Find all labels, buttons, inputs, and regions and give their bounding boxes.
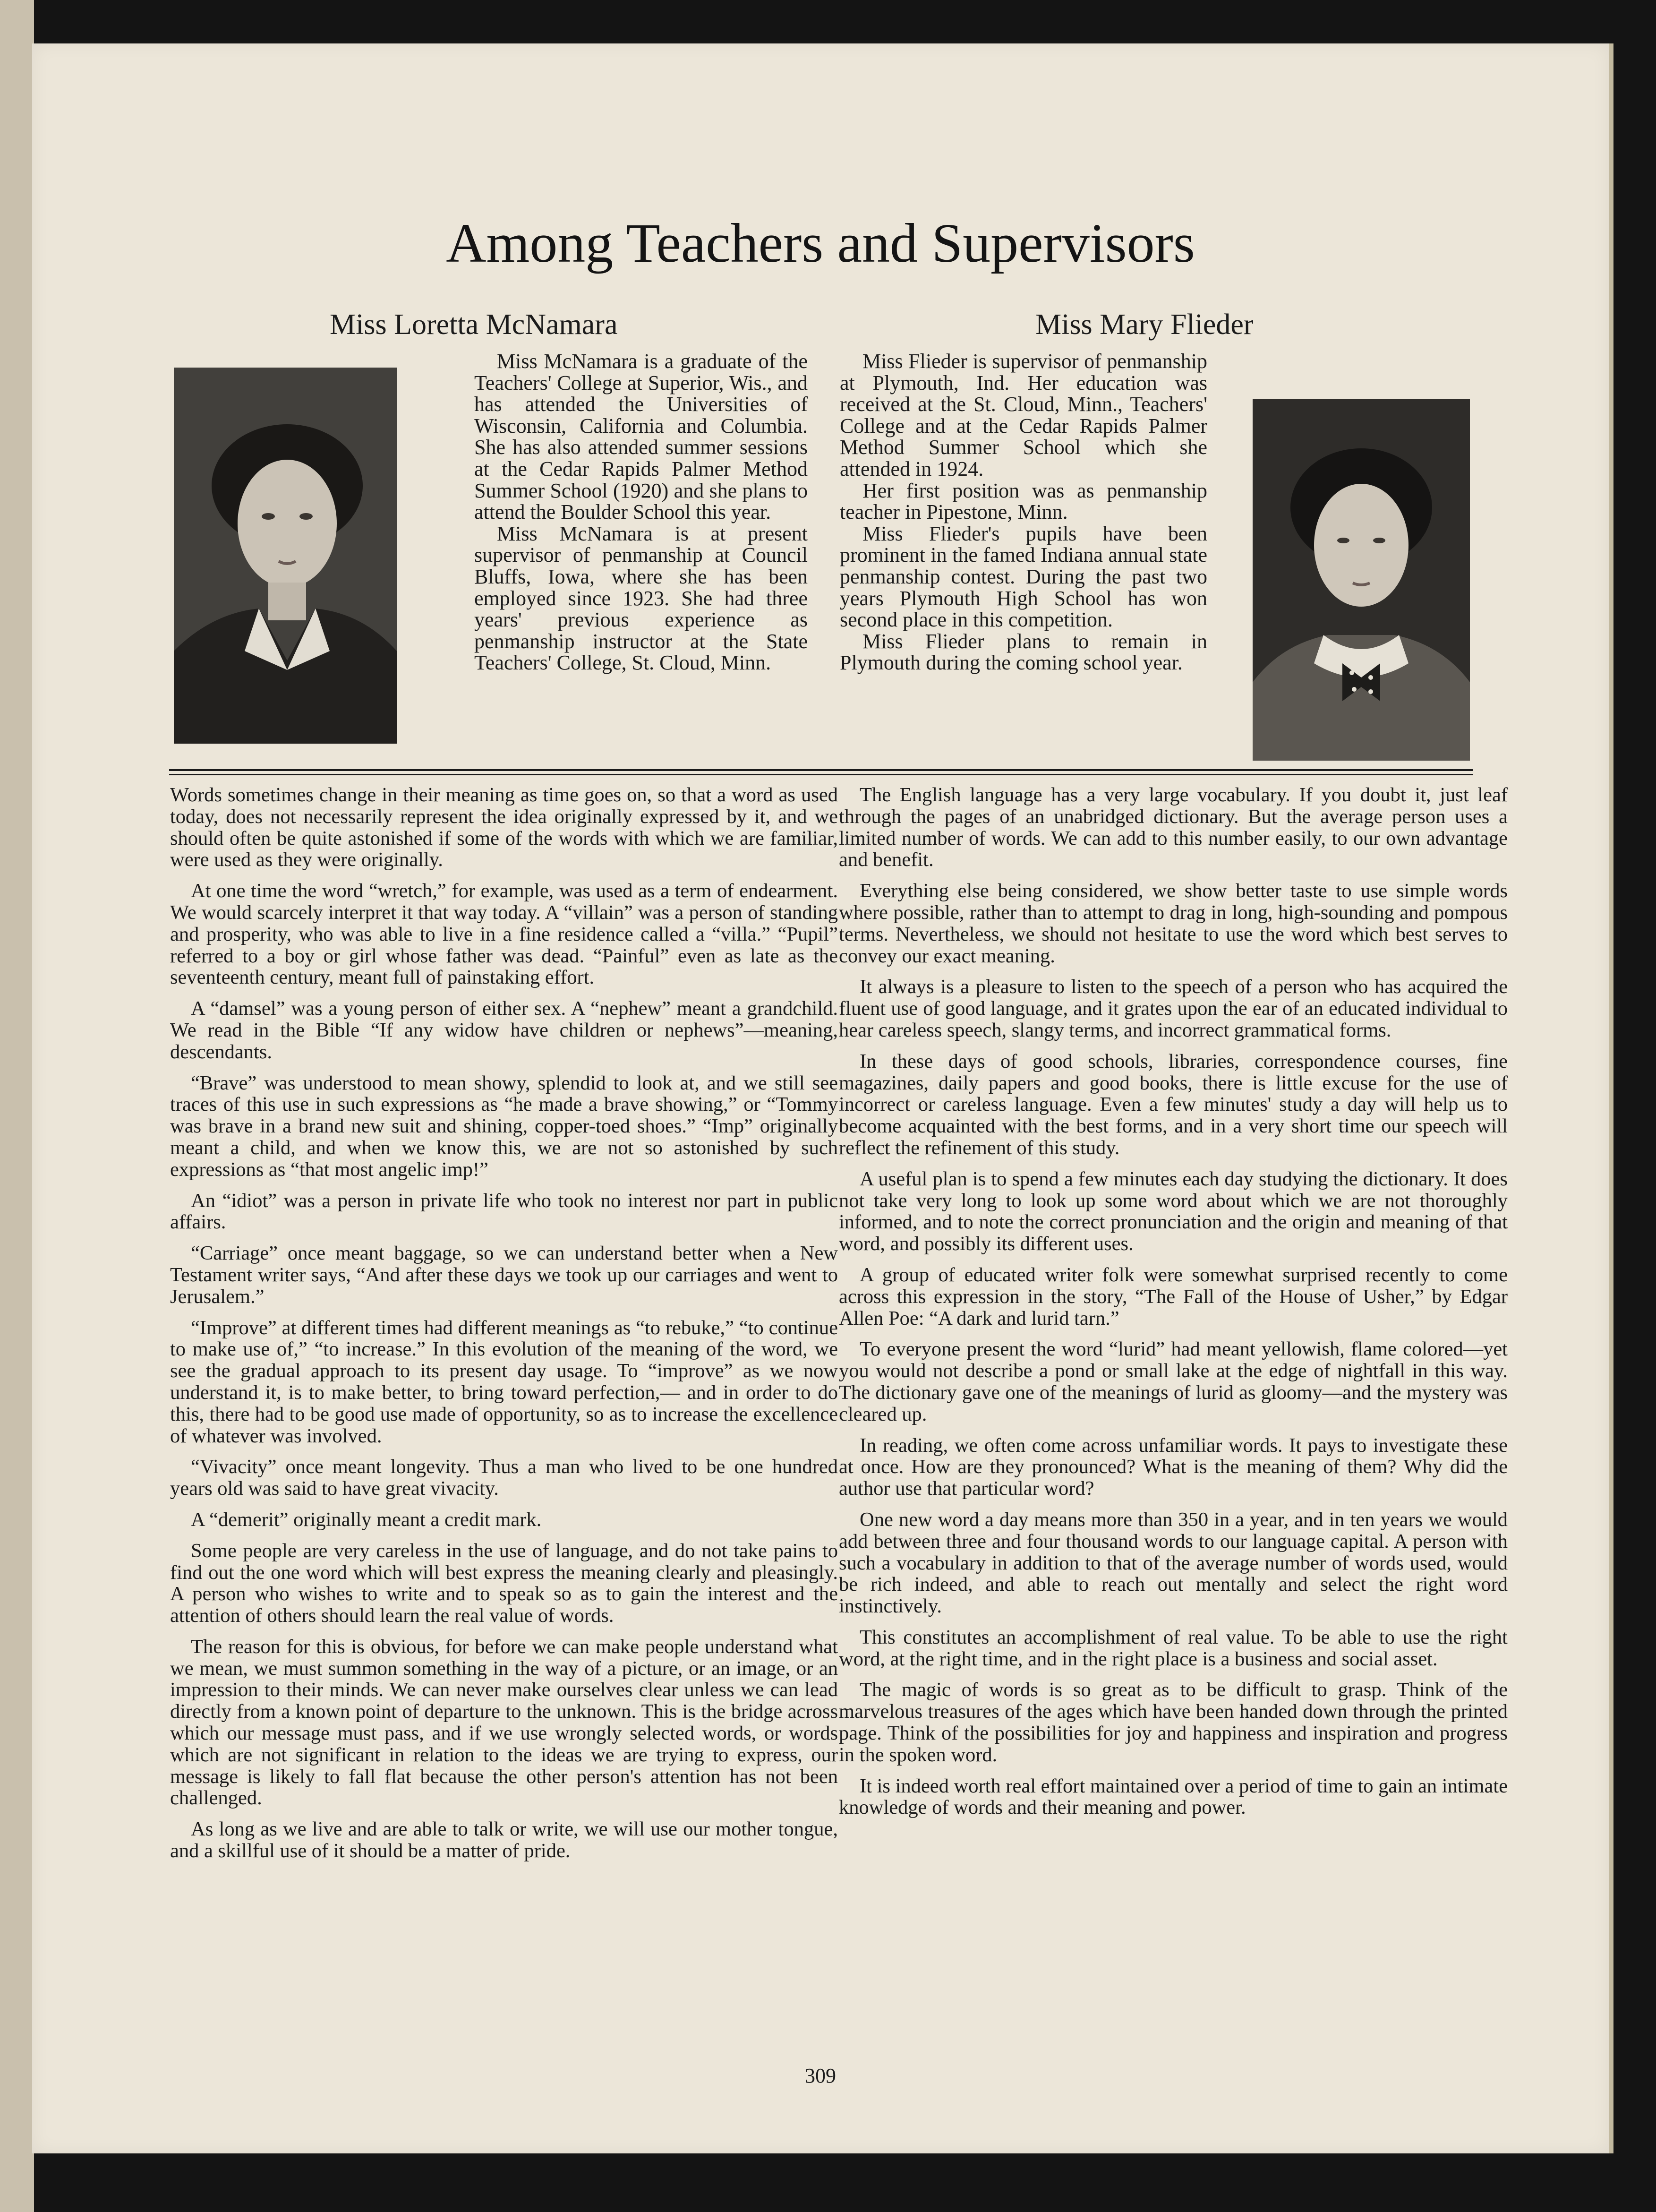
right-bio-paragraph: Miss Flieder plans to remain in Plymouth during the coming school year.: [840, 629, 1207, 675]
article-paragraph: It always is a pleasure to listen to the speech of a person who has acquired the fluent use of good language, and it grates upon the ear of an educated individual to hear careless speech, slangy terms, and incorrect grammatical forms.: [839, 976, 1508, 1041]
article-paragraph: To everyone present the word “lurid” had meant yellowish, flame colored—yet you would not describe a pond or small lake at the edge of nightfall in this way. The dictionary gave one of the meanings of lurid as gloomy—and the mystery was cleared up.: [839, 1338, 1508, 1425]
left-bio-paragraph: Miss McNamara is at present supervisor of penmanship at Council Bluffs, Iowa, where she has been employed since 1923. She had three years' previous experience as penmanship instructor at the State Teachers' College, St. Cloud, Minn.: [474, 522, 808, 675]
mary-flieder-portrait: [1253, 399, 1470, 761]
article-paragraph: The English language has a very large vocabulary. If you doubt it, just leaf through the pages of an unabridged dictionary. But the average person uses a limited number of words. We can add to this number easily, to our own advantage and benefit.: [839, 784, 1508, 871]
article-paragraph: A group of educated writer folk were somewhat surprised recently to come across this expression in the story, “The Fall of the House of Usher,” by Edgar Allen Poe: “A dark and lurid tarn.”: [839, 1263, 1508, 1329]
article-paragraph: As long as we live and are able to talk or write, we will use our mother tongue, and a skillful use of it should be a matter of pride.: [170, 1818, 838, 1862]
article-paragraph: A “damsel” was a young person of either sex. A “nephew” meant a grandchild. We read in the Bible “If any widow have children or nephews”—meaning, descendants.: [170, 997, 838, 1063]
article-paragraph: “Vivacity” once meant longevity. Thus a man who lived to be one hundred years old was said to have great vivacity.: [170, 1456, 838, 1500]
magazine-page: [32, 43, 1613, 2153]
article-paragraph: “Brave” was understood to mean showy, splendid to look at, and we still see traces of this use in such expressions as “he made a brave showing,” or “Tommy was brave in a brand new suit and shining, copper-toed shoes.” “Imp” originally meant a child, and when we know this, we are not so astonished by such expressions as “that most angelic imp!”: [170, 1072, 838, 1181]
left-bio-paragraph: Miss McNamara is a graduate of the Teachers' College at Superior, Wis., and has attended the Universities of Wisconsin, California and Columbia. She has also attended summer sessions at the Cedar Rapids Palmer Method Summer School (1920) and she plans to attend the Boulder School this year.: [474, 350, 808, 524]
article-paragraph: Everything else being considered, we show better taste to use simple words where possible, rather than to attempt to drag in long, high-sounding and pompous terms. Nevertheless, we should not hesitate to use the word which best serves to convey our exact meaning.: [839, 880, 1508, 967]
section-divider-bottom: [169, 774, 1473, 775]
right-bio-paragraph: Miss Flieder is supervisor of penmanship at Plymouth, Ind. Her education was received at the St. Cloud, Minn., Teachers' College and at the Cedar Rapids Palmer Method Summer School which she attended in 1924.: [840, 350, 1207, 480]
book-spine: [0, 0, 34, 2212]
article-paragraph: The reason for this is obvious, for before we can make people understand what we mean, we must summon something in the way of a picture, or an image, or an impression to their minds. We can never make ourselves clear unless we can lead directly from a known point of departure to the unknown. This is the bridge across which our message must pass, and if we use wrongly selected words, or words which are not significant in relation to the ideas we are trying to express, our message is likely to fall flat because the other person's attention has not been challenged.: [170, 1635, 838, 1809]
article-paragraph: Some people are very careless in the use of language, and do not take pains to find out the one word which will best express the meaning clearly and pleasingly. A person who wishes to write and to speak so as to gain the interest and the attention of others should learn the real value of words.: [170, 1539, 838, 1627]
left-profile-bio: [474, 351, 808, 674]
loretta-mcnamara-portrait: [174, 368, 397, 744]
right-bio-paragraph: Miss Flieder's pupils have been prominent in the famed Indiana annual state penmanship contest. During the past two years Plymouth High School has won second place in this competition.: [840, 522, 1207, 632]
article-paragraph: One new word a day means more than 350 in a year, and in ten years we would add between three and four thousand words to our language capital. A person with such a vocabulary in addition to that of the average number of words used, would be rich indeed, and able to reach out mentally and select the right word instinctively.: [839, 1508, 1508, 1618]
article-right-column: [839, 784, 1508, 1828]
article-paragraph: It is indeed worth real effort maintained over a period of time to gain an intimate knowledge of words and their meaning and power.: [839, 1775, 1508, 1819]
article-paragraph: A useful plan is to spend a few minutes each day studying the dictionary. It does not take very long to look up some word about which we are not thoroughly informed, and to note the correct pronunciation and the origin and meaning of that word, and possibly its different uses.: [839, 1167, 1508, 1255]
right-profile-bio: [840, 351, 1207, 674]
article-paragraph: “Improve” at different times had different meanings as “to rebuke,” “to continue to make use of,” “to increase.” In this evolution of the meaning of the word, we see the gradual approach to its present day usage. To “improve” as we now understand it, is to make better, to bring toward perfection,— and in order to do this, there had to be good use made of opportunity, so as to increase the excellence of whatever was involved.: [170, 1316, 838, 1447]
article-paragraph: At one time the word “wretch,” for example, was used as a term of endearment. We would scarcely interpret it that way today. A “villain” was a person of standing and prosperity, who was able to live in a fine residence called a “villa.” “Pupil” referred to a boy or girl whose father was dead. “Painful” even as late as the seventeenth century, meant full of painstaking effort.: [170, 880, 838, 989]
left-profile-name: Miss Loretta McNamara: [330, 309, 618, 341]
right-bio-paragraph: Her first position was as penmanship teacher in Pipestone, Minn.: [840, 479, 1207, 524]
article-paragraph: In these days of good schools, libraries, correspondence courses, fine magazines, daily papers and good books, there is little excuse for the use of incorrect or careless language. Even a few minutes' study a day will help us to become acquainted with the best forms, and in a very short time our speech will reflect the refinement of this study.: [839, 1050, 1508, 1159]
article-paragraph: “Carriage” once meant baggage, so we can understand better when a New Testament writer says, “And after these days we took up our carriages and went to Jerusalem.”: [170, 1242, 838, 1308]
article-paragraph: An “idiot” was a person in private life who took no interest nor part in public affairs.: [170, 1189, 838, 1234]
article-paragraph: The magic of words is so great as to be difficult to grasp. Think of the marvelous treasures of the ages which have been handed down through the printed page. Think of the possibilities for joy and happiness and inspiration and progress in the spoken word.: [839, 1679, 1508, 1766]
right-profile-name: Miss Mary Flieder: [1035, 309, 1254, 341]
page-title: Among Teachers and Supervisors: [446, 212, 1195, 274]
section-divider-top: [169, 769, 1473, 771]
article-paragraph: In reading, we often come across unfamiliar words. It pays to investigate these at once. How are they pronounced? What is the meaning of them? Why did the author use that particular word?: [839, 1434, 1508, 1500]
article-paragraph: Words sometimes change in their meaning as time goes on, so that a word as used today, does not necessarily represent the idea originally expressed by it, and we should often be quite astonished if some of the words with which we are familiar, were used as they were originally.: [170, 784, 838, 871]
article-left-column: [170, 784, 838, 1871]
article-paragraph: This constitutes an accomplishment of real value. To be able to use the right word, at the right time, and in the right place is a business and social asset.: [839, 1626, 1508, 1670]
article-paragraph: A “demerit” originally meant a credit mark.: [191, 1508, 542, 1531]
page-number: 309: [805, 2064, 836, 2087]
